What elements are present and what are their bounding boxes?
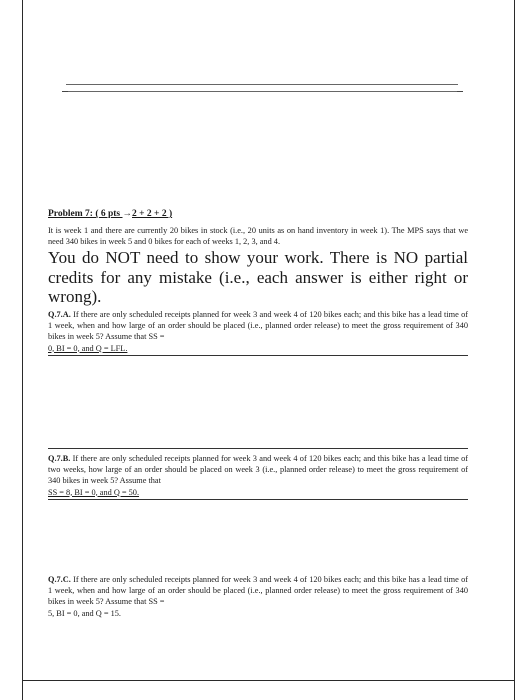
page-border-bottom [22, 680, 515, 681]
question-b-text: If there are only scheduled receipts planned for week 3 and week 4 of 120 bikes each; and this bike has a lead time of two weeks, how large of an order should be placed on week 3 (i.e., planned order release) to meet the gross requirement of 340 bikes in week 5? Assume that [48, 454, 468, 486]
question-c-text: If there are only scheduled receipts planned for week 3 and week 4 of 120 bikes each; and this bike has a lead time of 1 week, when and how large of an order should be placed (i.e., planned order release) to meet the gross requirement of 340 bikes in week 5? Assume that SS = [48, 575, 468, 607]
answer-line-b [48, 499, 468, 500]
notice-paragraph: You do NOT need to show your work. There is NO partial credits for any mistake (i.e., each answer is either right or wrong). [48, 248, 468, 307]
question-b [48, 453, 468, 498]
question-a-label: Q.7.A. [48, 309, 71, 319]
intro-paragraph: It is week 1 and there are currently 20 bikes in stock (i.e., 20 units as on hand inventory in week 1). The MPS says that we need 340 bikes in week 5 and 0 bikes for each of weeks 1, 2, 3, and 4. [48, 226, 468, 247]
question-a [48, 309, 468, 354]
arrow-icon: → [122, 209, 132, 219]
question-c-block [48, 574, 468, 619]
question-b-label: Q.7.B. [48, 454, 71, 463]
question-c-assumption: 5, BI = 0, and Q = 15. [48, 608, 121, 618]
rule-tick-left [62, 91, 68, 92]
page-border-right [514, 0, 515, 700]
question-a-text: If there are only scheduled receipts planned for week 3 and week 4 of 120 bikes each; and this bike has a lead time of 1 week, when and how large of an order should be placed (i.e., planned order release) to meet the gross requirement of 340 bikes in week 5? Assume that SS = [48, 309, 468, 342]
question-b-block [48, 448, 468, 500]
question-b-assumption: SS = 8, BI = 0, and Q = 50. [48, 487, 140, 497]
answer-line-a [48, 355, 468, 356]
question-c-label: Q.7.C. [48, 575, 71, 584]
rule-tick-right [457, 91, 463, 92]
problem-title: Problem 7: ( 6 pts [48, 209, 123, 219]
problem-body [48, 225, 468, 356]
header-double-rule [66, 84, 458, 92]
separator-line-b [48, 448, 468, 449]
question-c [48, 574, 468, 619]
question-a-assumption: 0, BI = 0, and Q = LFL. [48, 343, 128, 353]
problem-points: 2 + 2 + 2 ) [132, 209, 173, 219]
page-border-left [22, 0, 23, 700]
problem-heading [48, 209, 172, 219]
